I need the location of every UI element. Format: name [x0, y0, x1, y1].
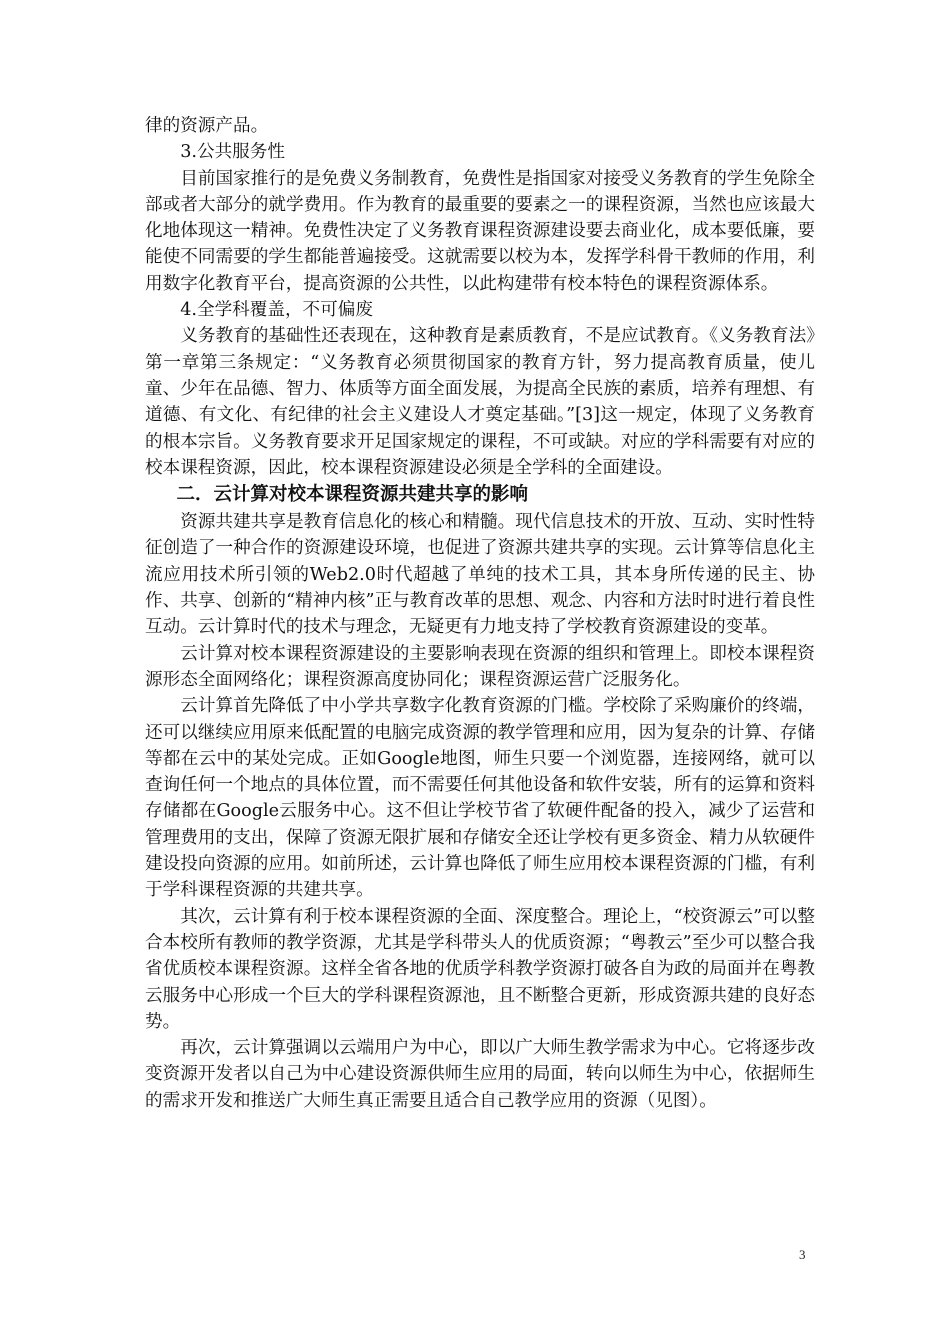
paragraph-resource-sharing: 资源共建共享是教育信息化的核心和精髓。现代信息技术的开放、互动、实时性特征创造了一种合作的资源建设环境，也促进了资源共建共享的实现。云计算等信息化主流应用技术所引领的Web2.0时代超越了单纯的技术工具，其本身所传递的民主、协作、共享、创新的“精神内核”正与教育改革的思想、观念、内容和方法时时进行着良性互动。云计算时代的技术与理念，无疑更有力地支持了学校教育资源建设的变革。	[145, 512, 815, 638]
page-number: 3	[799, 1247, 806, 1262]
paragraph-integration: 其次，云计算有利于校本课程资源的全面、深度整合。理论上，“校资源云”可以整合本校所有教师的教学资源，尤其是学科带头人的优质资源；“粤教云”至少可以整合我省优质校本课程资源。这样全省各地的优质学科教学资源打破各自为政的局面并在粤教云服务中心形成一个巨大的学科课程资源池，且不断整合更新，形成资源共建的良好态势。	[145, 906, 815, 1032]
section-heading-cloud-impact: 二．云计算对校本课程资源共建共享的影响	[176, 484, 528, 506]
paragraph-basic-education: 义务教育的基础性还表现在，这种教育是素质教育，不是应试教育。《义务教育法》第一章第三条规定：“义务教育必须贯彻国家的教育方针，努力提高教育质量，使儿童、少年在品德、智力、体质等方面全面发展，为提高全民族的素质，培养有理想、有道德、有文化、有纪律的社会主义建设人才奠定基础。”[3]这一规定，体现了义务教育的根本宗旨。义务教育要求开足国家规定的课程，不可或缺。对应的学科需要有对应的校本课程资源，因此，校本课程资源建设必须是全学科的全面建设。	[145, 326, 815, 478]
subheading-public-service: 3.公共服务性	[180, 142, 285, 163]
paragraph-main-impact: 云计算对校本课程资源建设的主要影响表现在资源的组织和管理上。即校本课程资源形态全面网络化；课程资源高度协同化；课程资源运营广泛服务化。	[145, 643, 815, 690]
paragraph-continuation: 律的资源产品。	[145, 116, 269, 136]
paragraph-user-centered: 再次，云计算强调以云端用户为中心，即以广大师生教学需求为中心。它将逐步改变资源开发者以自己为中心建设资源供师生应用的局面，转向以师生为中心，依据师生的需求开发和推送广大师生真正需要且适合自己教学应用的资源（见图）。	[145, 1038, 815, 1111]
document-body	[145, 113, 815, 1114]
subheading-full-subject-coverage: 4.全学科覆盖，不可偏废	[180, 300, 373, 321]
paragraph-lower-threshold: 云计算首先降低了中小学共享数字化教育资源的门槛。学校除了采购廉价的终端，还可以继续应用原来低配置的电脑完成资源的教学管理和应用，因为复杂的计算、存储等都在云中的某处完成。正如Google地图，师生只要一个浏览器，连接网络，就可以查询任何一个地点的具体位置，而不需要任何其他设备和软件安装，所有的运算和资料存储都在Google云服务中心。这不但让学校节省了软硬件配备的投入，减少了运营和管理费用的支出，保障了资源无限扩展和存储安全还让学校有更多资金、精力从软硬件建设投向资源的应用。如前所述，云计算也降低了师生应用校本课程资源的门槛，有利于学科课程资源的共建共享。	[145, 696, 815, 901]
paragraph-free-education: 目前国家推行的是免费义务制教育，免费性是指国家对接受义务教育的学生免除全部或者大部分的就学费用。作为教育的最重要的要素之一的课程资源，当然也应该最大化地体现这一精神。免费性决定了义务教育课程资源建设要去商业化，成本要低廉，要能使不同需要的学生都能普遍接受。这就需要以校为本，发挥学科骨干教师的作用，利用数字化教育平台，提高资源的公共性，以此构建带有校本特色的课程资源体系。	[145, 168, 815, 294]
